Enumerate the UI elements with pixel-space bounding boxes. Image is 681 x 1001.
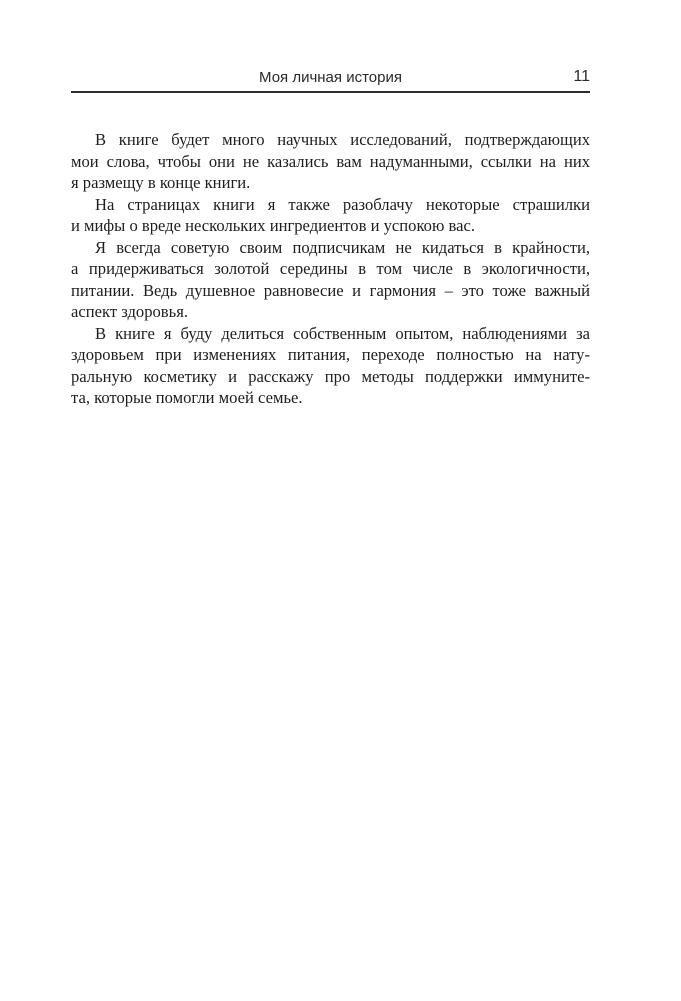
paragraph-4 [71, 323, 590, 409]
text-line: питании. Ведь душевное равновесие и гармония – это тоже важный [71, 280, 590, 300]
text-line: и мифы о вреде нескольких ингредиентов и успокою вас. [71, 216, 476, 235]
text-line: В книге будет много научных исследований, подтверждающих [95, 130, 590, 149]
page-number: 11 [573, 68, 590, 85]
text-line: аспект здоровья. [71, 302, 188, 321]
text-line: здоровьем при изменениях питания, переходе полностью на нату- [71, 345, 590, 364]
text-line: та, которые помогли моей семье. [71, 388, 303, 407]
paragraph-3 [71, 237, 590, 323]
text-line: Я всегда советую своим подписчикам не кидаться в крайности, [95, 237, 590, 257]
paragraph-2 [71, 194, 590, 237]
paragraph-1 [71, 129, 590, 194]
running-title: Моя личная история [259, 69, 402, 86]
text-line: мои слова, чтобы они не казались вам надуманными, ссылки на них [71, 151, 590, 171]
text-line: ральную косметику и расскажу про методы поддержки иммуните- [71, 366, 590, 386]
text-line: На страницах книги я также разоблачу некоторые страшилки [95, 194, 590, 214]
text-line: а придерживаться золотой середины в том числе в экологичности, [71, 259, 590, 278]
body-text [71, 129, 590, 409]
text-line: В книге я буду делиться собственным опытом, наблюдениями за [95, 323, 590, 343]
running-header [71, 65, 590, 93]
text-line: я размещу в конце книги. [71, 173, 251, 192]
